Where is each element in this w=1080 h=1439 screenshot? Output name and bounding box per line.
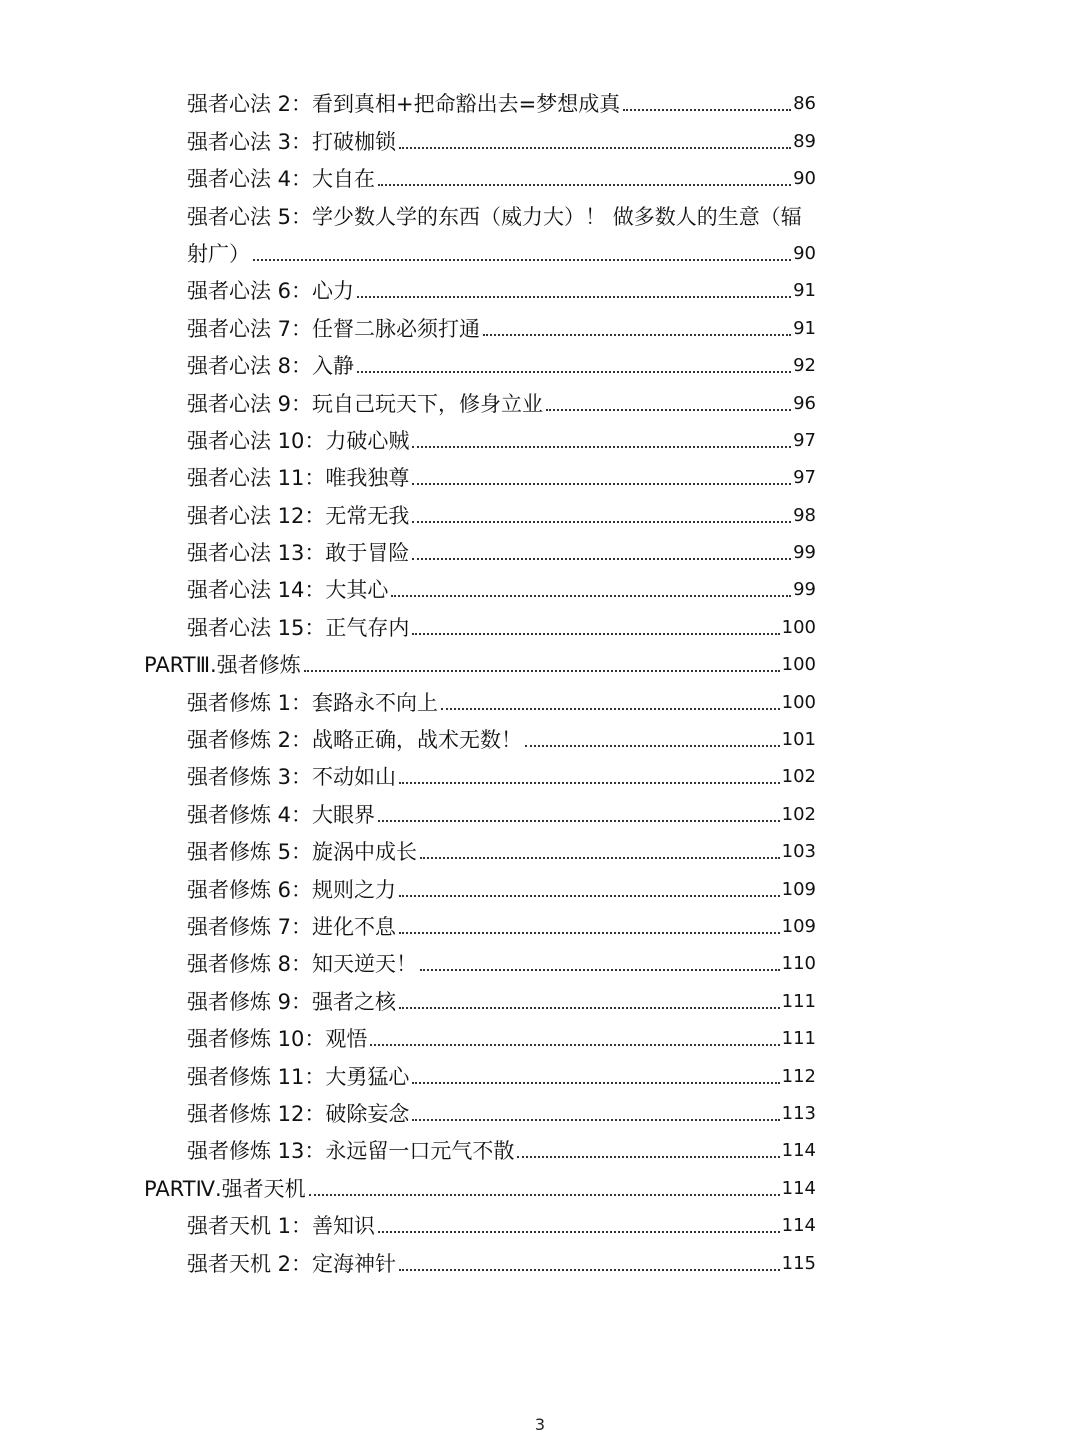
toc-entry-page: 103 [781,841,816,863]
toc-leader-dots [304,670,780,672]
toc-entry[interactable] [0,495,816,532]
toc-entry-wrapped-first-line[interactable] [0,196,816,233]
toc-leader-dots [412,446,791,448]
toc-leader-dots [357,296,791,298]
toc-leader-dots [517,1156,779,1158]
toc-entry[interactable] [0,1019,816,1056]
toc-leader-dots [399,782,780,784]
toc-leader-dots [357,371,791,373]
toc-entry-page: 111 [781,1028,816,1050]
toc-leader-dots [420,969,780,971]
toc-entry-page: 100 [781,654,816,676]
toc-entry-page: 109 [781,878,816,900]
toc-entry-page: 97 [793,429,816,451]
toc-entry[interactable] [0,346,816,383]
toc-leader-dots [525,745,780,747]
toc-leader-dots [412,558,791,560]
toc-entry-page: 96 [793,392,816,414]
toc-entry-page: 102 [781,803,816,825]
toc-entry[interactable] [0,944,816,981]
toc-part-heading[interactable] [0,645,816,682]
toc-entry-page: 91 [793,317,816,339]
toc-entry-title: 射广） [187,241,250,266]
toc-entry-page: 114 [781,1215,816,1237]
toc-entry[interactable] [0,84,816,121]
toc-entry-title: PARTⅢ.强者修炼 [144,653,301,678]
toc-entry-page: 115 [781,1252,816,1274]
toc-entry-page: 99 [793,542,816,564]
toc-leader-dots [546,409,791,411]
toc-entry-page: 114 [781,1140,816,1162]
toc-entry-page: 109 [781,915,816,937]
toc-leader-dots [378,184,791,186]
toc-entry-title: 强者心法 6：心力 [187,279,355,304]
toc-entry[interactable] [0,1206,816,1243]
toc-entry-page: 97 [793,467,816,489]
toc-entry-page: 89 [793,130,816,152]
toc-leader-dots [399,1269,780,1271]
toc-entry-title: 强者修炼 7：进化不息 [187,914,397,939]
toc-entry-title: 强者修炼 9：强者之核 [187,989,397,1014]
toc-entry-page: 90 [793,168,816,190]
toc-entry-title: 强者天机 2：定海神针 [187,1251,397,1276]
page-number: 3 [534,1415,546,1434]
toc-entry-title: 强者修炼 3：不动如山 [187,765,397,790]
toc-entry-title: 强者心法 9：玩自己玩天下，修身立业 [187,391,544,416]
toc-entry[interactable] [0,981,816,1018]
toc-leader-dots [378,820,780,822]
toc-entry-page: 86 [793,93,816,115]
toc-entry[interactable] [0,907,816,944]
toc-entry-title: 强者修炼 1：套路永不向上 [187,690,439,715]
toc-entry-title: PARTⅣ.强者天机 [144,1176,306,1201]
toc-entry-title: 强者修炼 11：大勇猛心 [187,1064,410,1089]
toc-leader-dots [391,595,791,597]
toc-entry-title: 强者心法 8：入静 [187,354,355,379]
toc-entry-title: 强者心法 4：大自在 [187,167,376,192]
toc-entry[interactable] [0,159,816,196]
toc-entry-title: 强者修炼 2：战略正确，战术无数！ [187,728,523,753]
toc-leader-dots [253,259,791,261]
toc-entry-page: 92 [793,355,816,377]
toc-entry-page: 114 [781,1177,816,1199]
toc-entry-title: 强者修炼 13：永远留一口元气不散 [187,1139,515,1164]
toc-entry[interactable] [0,832,816,869]
toc-entry[interactable] [0,458,816,495]
toc-entry-title: 强者修炼 10：观悟 [187,1027,368,1052]
toc-leader-dots [378,1231,780,1233]
toc-leader-dots [441,708,780,710]
toc-leader-dots [412,483,791,485]
toc-entry-page: 113 [781,1102,816,1124]
toc-entry-page: 102 [781,766,816,788]
toc-leader-dots [399,147,791,149]
toc-leader-dots [623,109,791,111]
toc-leader-dots [399,1007,780,1009]
toc-leader-dots [420,857,780,859]
toc-entry-page: 100 [781,616,816,638]
toc-entry-title: 强者修炼 8：知天逆天！ [187,952,418,977]
toc-entry-title: 强者修炼 4：大眼界 [187,802,376,827]
toc-entry[interactable] [0,1131,816,1168]
toc-entry-page: 90 [793,242,816,264]
toc-entry-page: 110 [781,953,816,975]
toc-entry-page: 98 [793,504,816,526]
toc-entry-title: 强者心法 10：力破心贼 [187,428,410,453]
toc-part-heading[interactable] [0,1168,816,1205]
toc-entry[interactable] [0,607,816,644]
toc-leader-dots [412,521,791,523]
toc-entry[interactable] [0,1243,816,1280]
toc-entry[interactable] [0,794,816,831]
toc-entry-title: 强者心法 11：唯我独尊 [187,466,410,491]
toc-entry-title: 强者修炼 12：破除妄念 [187,1101,410,1126]
toc-leader-dots [399,895,780,897]
toc-entry-page: 91 [793,280,816,302]
toc-leader-dots [370,1044,779,1046]
toc-entry[interactable] [0,421,816,458]
toc-leader-dots [399,932,780,934]
toc-entry[interactable] [0,234,816,271]
toc-entry-page: 100 [781,691,816,713]
toc-entry-title: 强者修炼 6：规则之力 [187,877,397,902]
toc-entry[interactable] [0,1056,816,1093]
toc-leader-dots [309,1194,780,1196]
toc-entry-title: 强者心法 2：看到真相+把命豁出去=梦想成真 [187,92,621,117]
toc-leader-dots [412,633,779,635]
toc-entry[interactable] [0,757,816,794]
toc-entry-title-line1: 强者心法 5：学少数人学的东西（威力大）！ 做多数人的生意（辐 [187,204,802,229]
toc-entry[interactable] [0,869,816,906]
toc-leader-dots [483,334,791,336]
toc-leader-dots [412,1082,779,1084]
toc-entry[interactable] [0,570,816,607]
toc-entry-title: 强者修炼 5：旋涡中成长 [187,840,418,865]
toc-entry[interactable] [0,271,816,308]
toc-entry-title: 强者心法 13：敢于冒险 [187,541,410,566]
table-of-contents [0,84,1080,1281]
toc-entry[interactable] [0,383,816,420]
toc-entry-page: 101 [781,729,816,751]
toc-entry-page: 111 [781,990,816,1012]
toc-entry[interactable] [0,682,816,719]
toc-entry-page: 99 [793,579,816,601]
toc-entry-title: 强者心法 7：任督二脉必须打通 [187,316,481,341]
toc-entry[interactable] [0,720,816,757]
toc-entry[interactable] [0,1094,816,1131]
toc-leader-dots [412,1119,779,1121]
toc-entry-title: 强者心法 15：正气存内 [187,615,410,640]
toc-entry[interactable] [0,121,816,158]
toc-entry-title: 强者心法 12：无常无我 [187,503,410,528]
toc-entry-page: 112 [781,1065,816,1087]
toc-entry-title: 强者心法 14：大其心 [187,578,389,603]
toc-entry[interactable] [0,308,816,345]
toc-entry[interactable] [0,533,816,570]
toc-entry-title: 强者心法 3：打破枷锁 [187,129,397,154]
toc-entry-title: 强者天机 1：善知识 [187,1214,376,1239]
